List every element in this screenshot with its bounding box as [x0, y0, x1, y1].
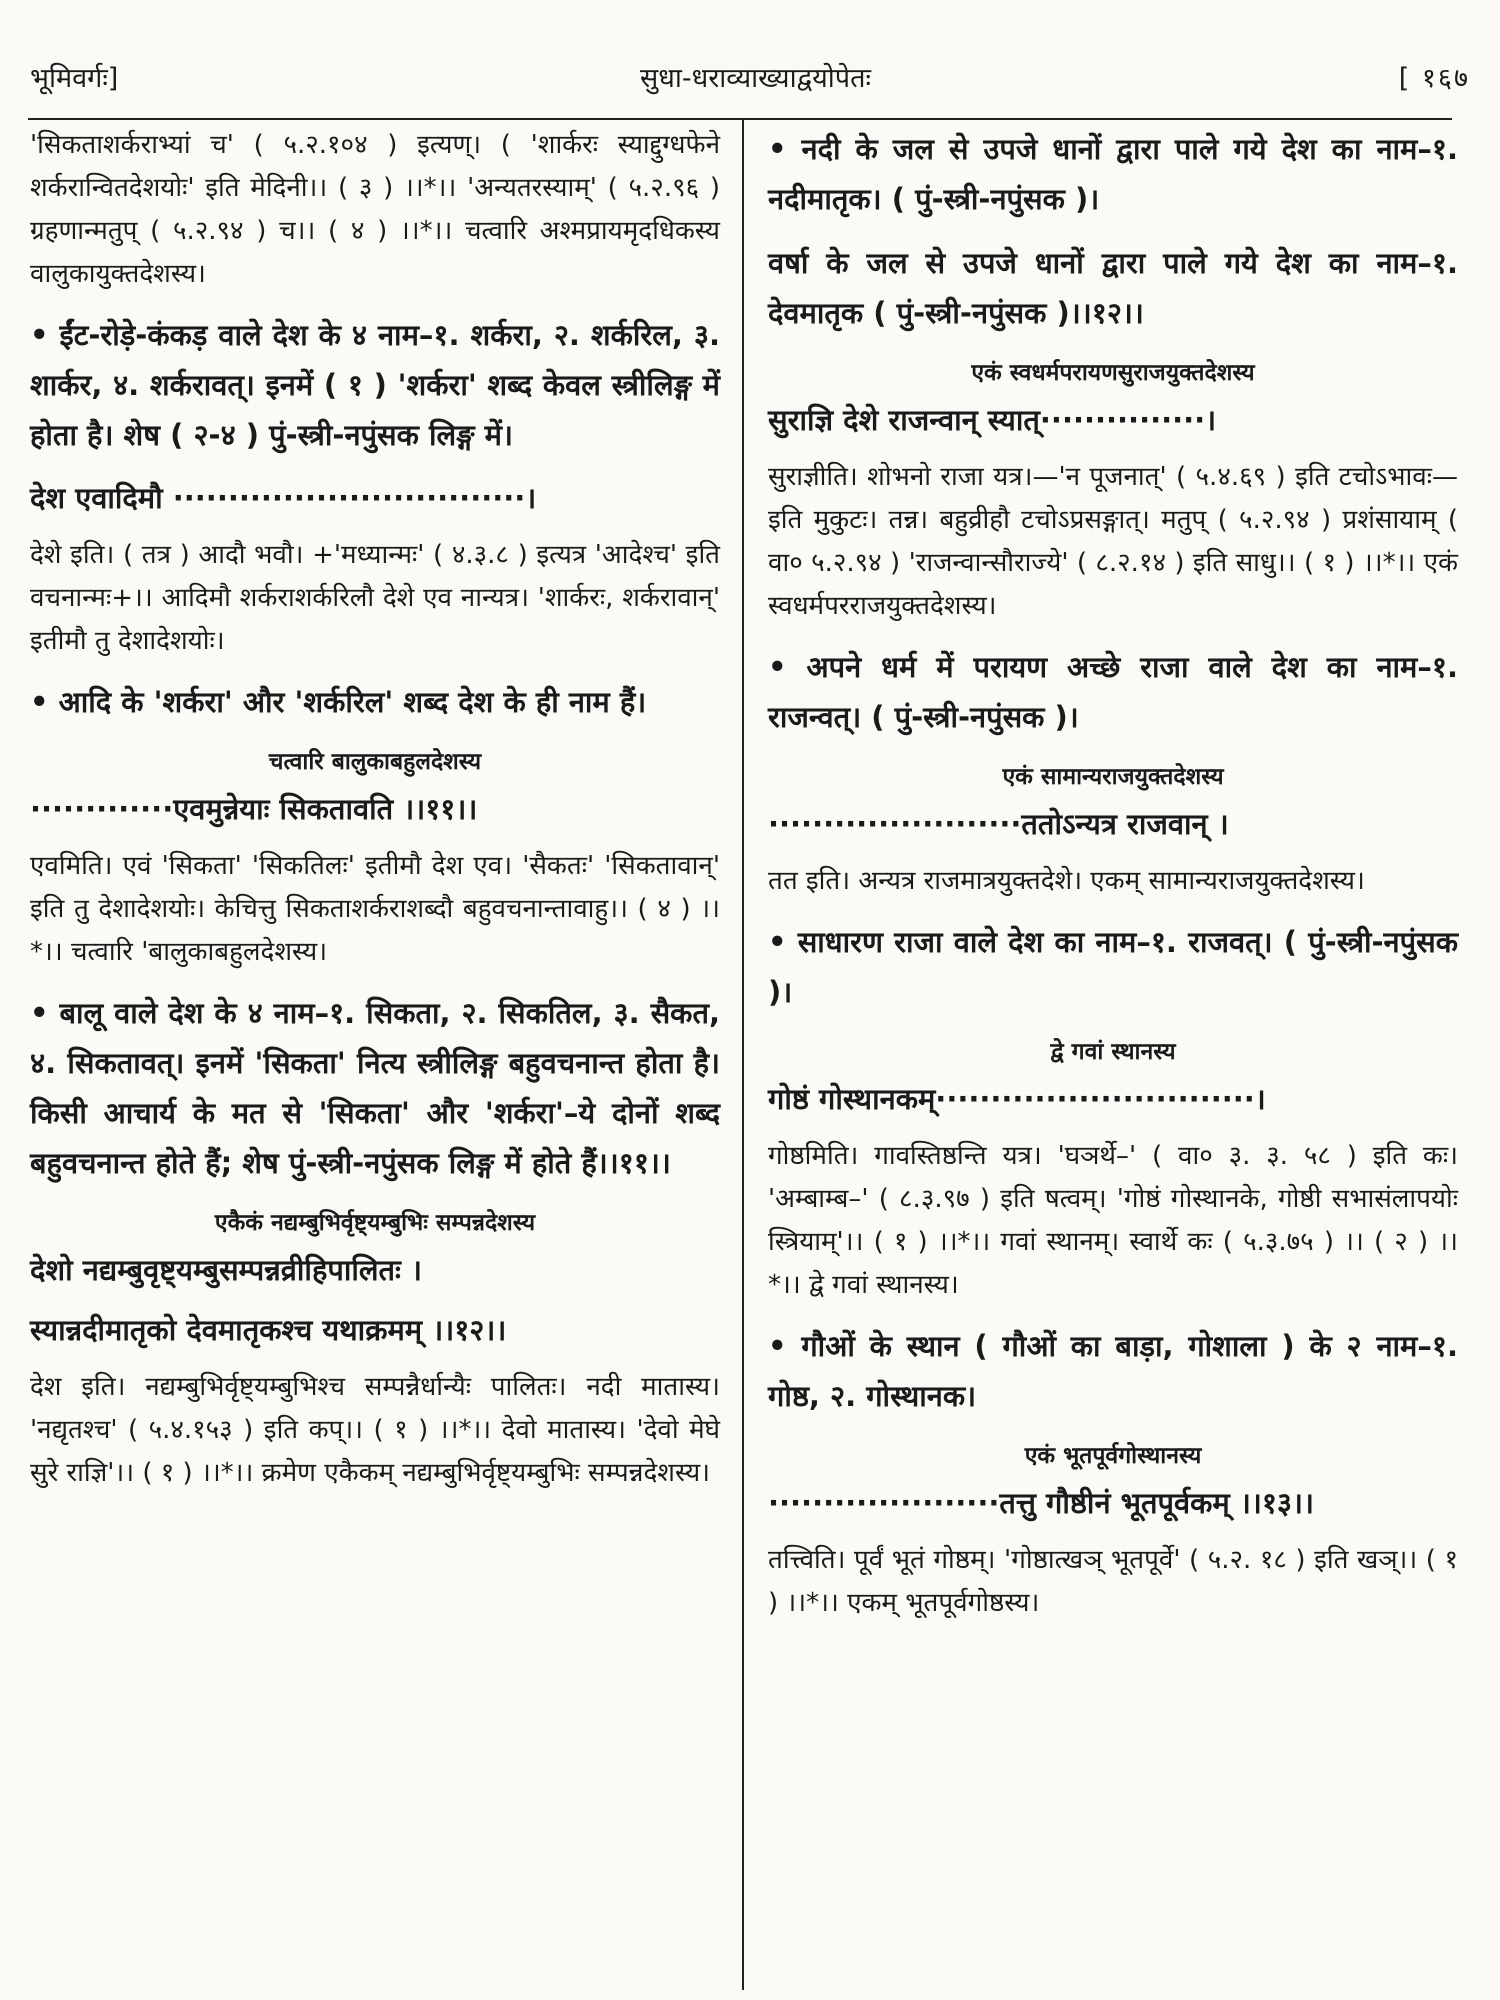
hindi-explanation: • बालू वाले देश के ४ नाम–१. सिकता, २. सिकतिल, ३. सैकत, ४. सिकतावत्। इनमें 'सिकता' नित्य स्त्रीलिङ्ग बहुवचनान्त होता है। किसी आचार्य के मत से 'सिकता' और 'शर्करा'–ये दोनों शब्द बहुवचनान्त होते हैं; शेष पुं-स्त्री-नपुंसक लिङ्ग में होते हैं।।११।। — [30, 996, 720, 1180]
verse-line: ·············एवमुन्नेयाः सिकतावति ।।११।। — [30, 792, 478, 826]
hindi-explanation: • गौओं के स्थान ( गौओं का बाड़ा, गोशाला ) के २ नाम–१. गोष्ठ, २. गोस्थानक। — [768, 1329, 1458, 1413]
header-book-title: सुधा-धराव्याख्याद्वयोपेतः — [640, 63, 871, 94]
verse-line: गोष्ठं गोस्थानकम्·····························। — [768, 1082, 1266, 1116]
hindi-explanation: वर्षा के जल से उपजे धानों द्वारा पाले गये देश का नाम–१. देवमातृक ( पुं-स्त्री-नपुंसक )।।१२।। — [768, 246, 1458, 330]
commentary-paragraph: देशे इति। ( तत्र ) आदौ भवौ। +'मध्यान्मः' ( ४.३.८ ) इत्यत्र 'आदेश्च' इति वचनान्मः+।। आदिमौ शर्कराशर्करिलौ देशे एव नान्यत्र। 'शार्करः, शर्करावान्' इतीमौ तु देशादेशयोः। — [30, 540, 720, 656]
hindi-explanation: • साधारण राजा वाले देश का नाम–१. राजवत्। ( पुं-स्त्री-नपुंसक )। — [768, 925, 1458, 1009]
header-section-title: भूमिवर्गः] — [30, 63, 119, 94]
left-column — [30, 124, 720, 1509]
column-divider — [742, 120, 744, 1990]
header-page-number: [ १६७ — [1398, 63, 1470, 94]
hindi-explanation: • आदि के 'शर्करा' और 'शर्करिल' शब्द देश के ही नाम हैं। — [30, 685, 647, 719]
verse-line: देश एवादिमौ ································। — [30, 481, 537, 515]
section-heading: चत्वारि बालुकाबहुलदेशस्य — [268, 749, 482, 775]
section-heading: द्वे गवां स्थानस्य — [1050, 1039, 1176, 1065]
right-column — [768, 124, 1458, 1639]
commentary-paragraph: सुराज्ञीति। शोभनो राजा यत्र।—'न पूजनात्' ( ५.४.६९ ) इति टचोऽभावः—इति मुकुटः। तन्न। बहुव्रीहौ टचोऽप्रसङ्गात्। मतुप् ( ५.२.९४ ) प्रशंसायाम् ( वा० ५.२.९४ ) 'राजन्वान्सौराज्ये' ( ८.२.१४ ) इति साधु।। ( १ ) ।।*।। एकं स्वधर्मपरराजयुक्तदेशस्य। — [768, 462, 1458, 621]
hindi-explanation: • नदी के जल से उपजे धानों द्वारा पाले गये देश का नाम–१. नदीमातृक। ( पुं-स्त्री-नपुंसक )। — [768, 132, 1458, 216]
commentary-paragraph: गोष्ठमिति। गावस्तिष्ठन्ति यत्र। 'घञर्थे–' ( वा० ३. ३. ५८ ) इति कः। 'अम्बाम्ब–' ( ८.३.९७ ) इति षत्वम्। 'गोष्ठं गोस्थानके, गोष्ठी सभासंलापयोः स्त्रियाम्'।। ( १ ) ।।*।। गवां स्थानम्। स्वार्थे कः ( ५.३.७५ ) ।। ( २ ) ।।*।। द्वे गवां स्थानस्य। — [768, 1141, 1458, 1300]
hindi-explanation: • अपने धर्म में परायण अच्छे राजा वाले देश का नाम–१. राजन्वत्। ( पुं-स्त्री-नपुंसक )। — [768, 650, 1458, 734]
section-heading: एकैकं नद्यम्बुभिर्वृष्ट्यम्बुभिः सम्पन्नदेशस्य — [214, 1210, 536, 1236]
hindi-explanation: • ईंट-रोड़े-कंकड़ वाले देश के ४ नाम–१. शर्करा, २. शर्करिल, ३. शार्कर, ४. शर्करावत्। इनमें ( १ ) 'शर्करा' शब्द केवल स्त्रीलिङ्ग में होता है। शेष ( २-४ ) पुं-स्त्री-नपुंसक लिङ्ग में। — [30, 318, 720, 452]
verse-line: सुराज्ञि देशे राजन्वान् स्यात्···············। — [768, 403, 1217, 437]
verse-line: स्यान्नदीमातृको देवमातृकश्च यथाक्रमम् ।।१२।। — [30, 1313, 507, 1347]
verse-line: ·····················तत्तु गौष्ठीनं भूतपूर्वकम् ।।१३।। — [768, 1486, 1314, 1520]
page-header — [30, 58, 1470, 108]
section-heading: एकं भूतपूर्वगोस्थानस्य — [1024, 1443, 1202, 1469]
section-heading: एकं स्वधर्मपरायणसुराजयुक्तदेशस्य — [971, 360, 1255, 386]
verse-line: देशो नद्यम्बुवृष्ट्यम्बुसम्पन्नव्रीहिपालितः । — [30, 1253, 422, 1287]
commentary-paragraph: तत इति। अन्यत्र राजमात्रयुक्तदेशे। एकम् सामान्यराजयुक्तदेशस्य। — [768, 866, 1365, 896]
commentary-paragraph: तत्त्विति। पूर्वं भूतं गोष्ठम्। 'गोष्ठात्खञ् भूतपूर्वे' ( ५.२. १८ ) इति खञ्।। ( १ ) ।।*।। एकम् भूतपूर्वगोष्ठस्य। — [768, 1545, 1458, 1618]
commentary-paragraph: देश इति। नद्यम्बुभिर्वृष्ट्यम्बुभिश्च सम्पन्नैर्धान्यैः पालितः। नदी मातास्य। 'नद्यृतश्च' ( ५.४.१५३ ) इति कप्।। ( १ ) ।।*।। देवो मातास्य। 'देवो मेघे सुरे राज्ञि'।। ( १ ) ।।*।। क्रमेण एकैकम् नद्यम्बुभिर्वृष्ट्यम्बुभिः सम्पन्नदेशस्य। — [30, 1372, 720, 1488]
commentary-paragraph: एवमिति। एवं 'सिकता' 'सिकतिलः' इतीमौ देश एव। 'सैकतः' 'सिकतावान्' इति तु देशादेशयोः। केचित्तु सिकताशर्कराशब्दौ बहुवचनान्तावाहु।। ( ४ ) ।।*।। चत्वारि 'बालुकाबहुलदेशस्य। — [30, 851, 720, 967]
section-heading: एकं सामान्यराजयुक्तदेशस्य — [1002, 764, 1224, 790]
verse-line: ·······················ततोऽन्यत्र राजवान् । — [768, 807, 1229, 841]
header-rule — [28, 118, 1452, 120]
commentary-paragraph: 'सिकताशर्कराभ्यां च' ( ५.२.१०४ ) इत्यण्। ( 'शार्करः स्याद्दुग्धफेने शर्करान्वितदेशयोः' इति मेदिनी।। ( ३ ) ।।*।। 'अन्यतरस्याम्' ( ५.२.९६ ) ग्रहणान्मतुप् ( ५.२.९४ ) च।। ( ४ ) ।।*।। चत्वारि अश्मप्रायमृदधिकस्य वालुकायुक्तदेशस्य। — [30, 130, 720, 289]
